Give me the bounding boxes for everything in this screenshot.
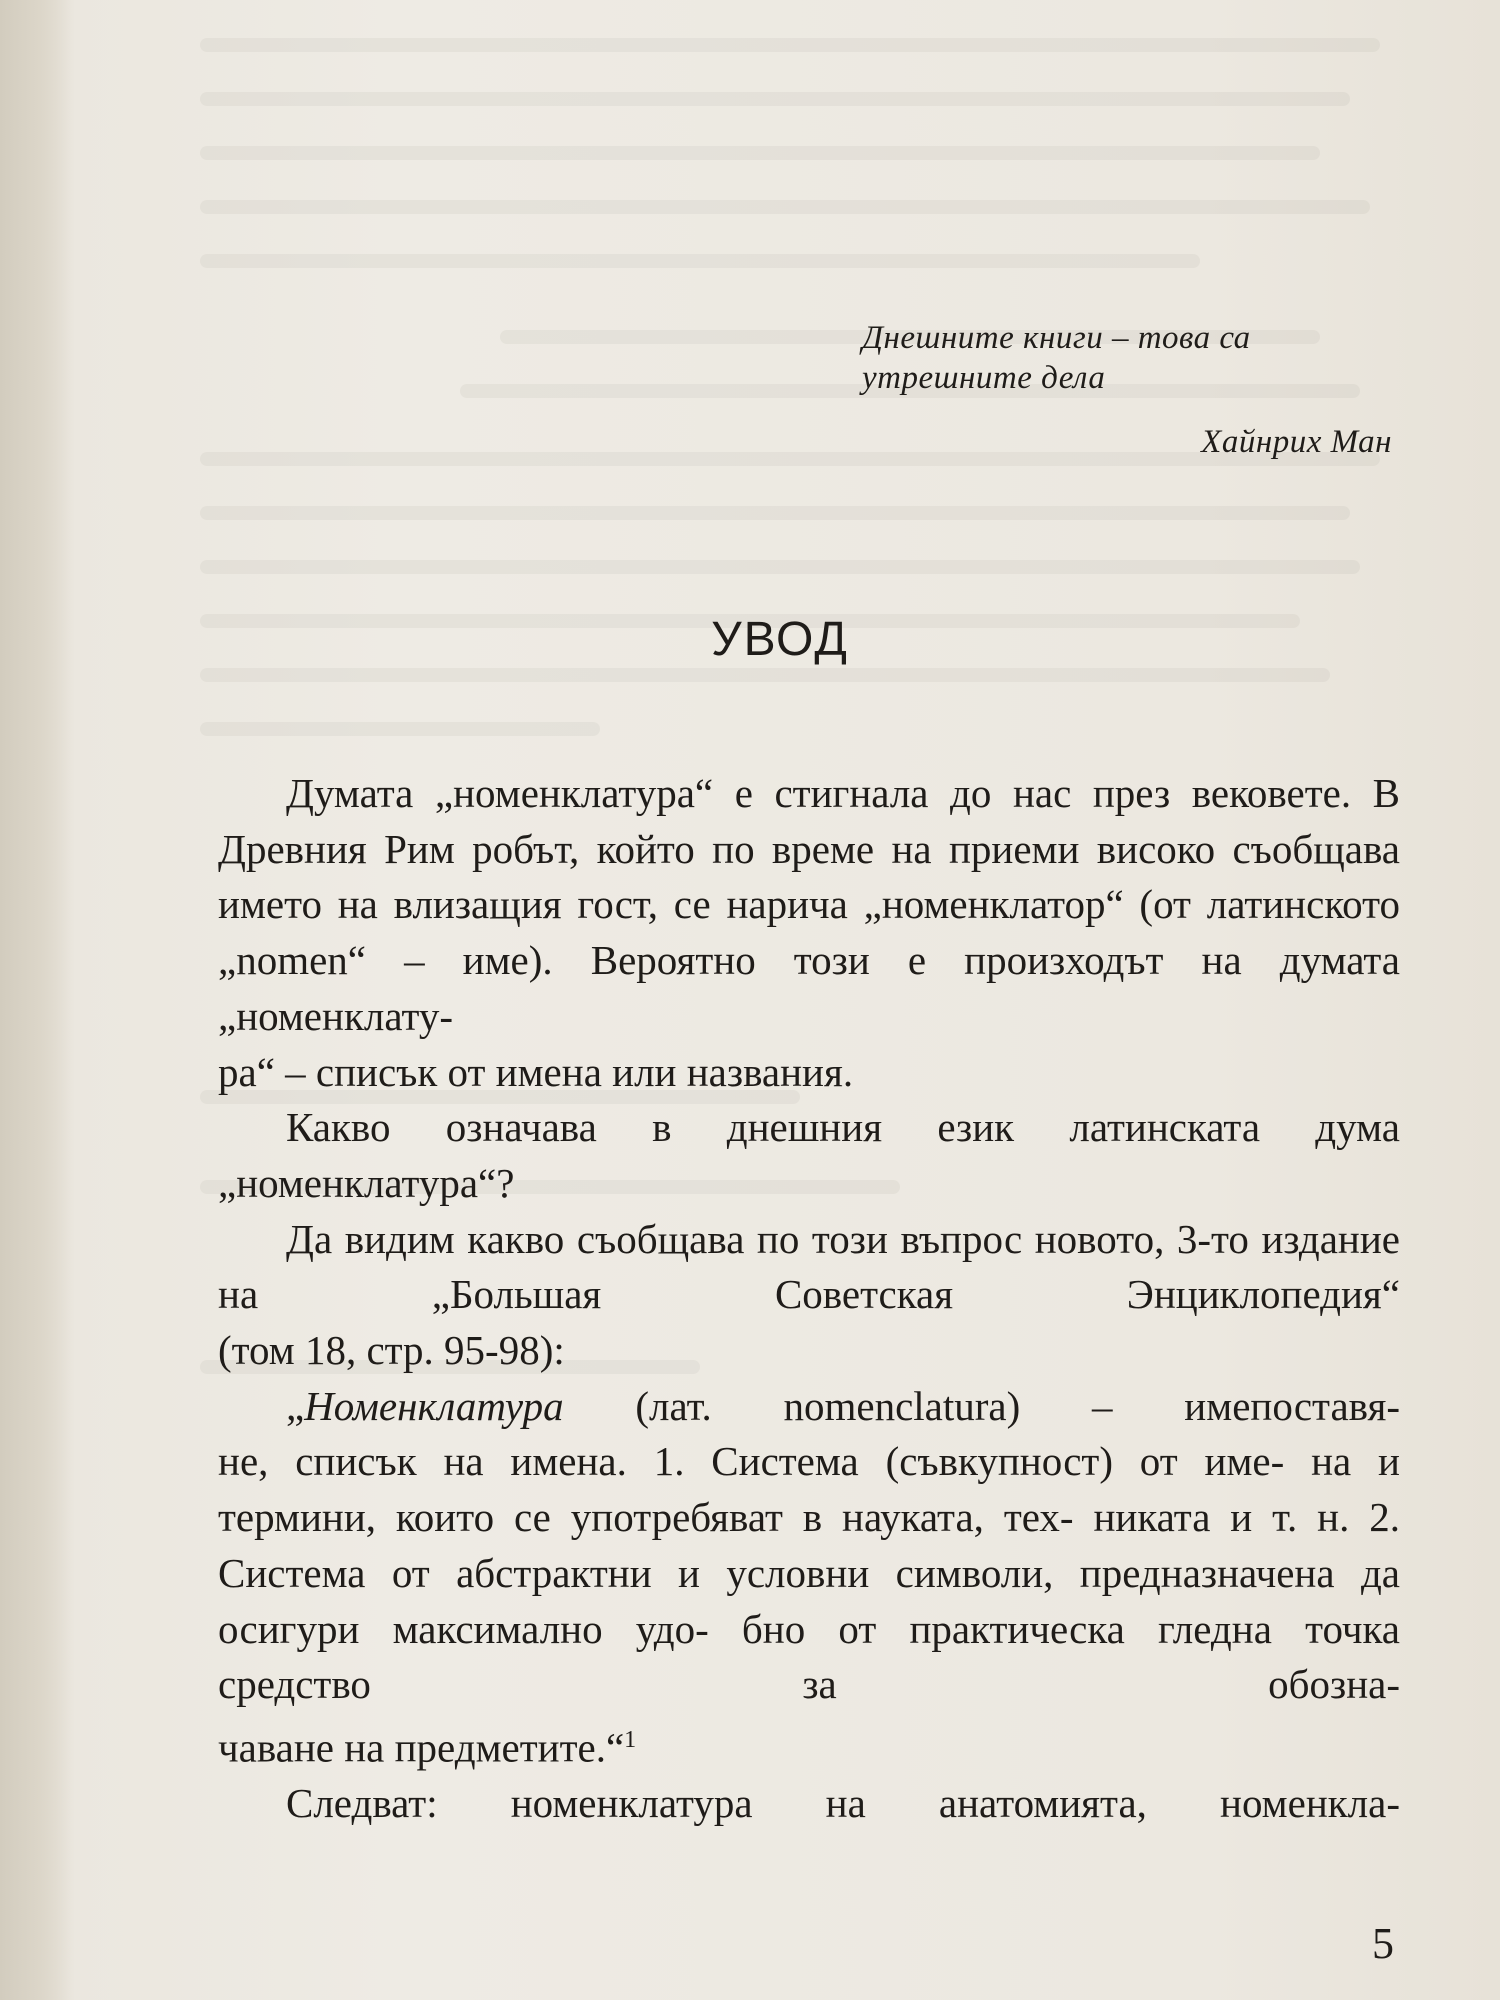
epigraph-line-2: утрешните дела [862, 360, 1106, 396]
text-line: Думата „номенклатура“ е стигнала до нас през [286, 770, 1171, 816]
text-line: нарича „номенклатор“ (от латинското „nomen“ – име). [218, 881, 1400, 984]
footnote-mark: 1 [624, 1726, 637, 1753]
page-number: 5 [1372, 1919, 1394, 1968]
text-line: (лат. nomenclatura) – имепоставя- [563, 1382, 1400, 1429]
paragraph-3 [218, 1212, 1400, 1323]
paragraph-4-cont [218, 1434, 1400, 1713]
term-nomenklatura: Номенклатура [304, 1382, 564, 1429]
paragraph-1-end [218, 1045, 1400, 1101]
epigraph-line-1: Днешните книги – това са [862, 320, 1251, 356]
paragraph-4 [218, 1379, 1400, 1435]
epigraph-author: Хайнрих Ман [1201, 424, 1392, 460]
paragraph-2-end [218, 1156, 1400, 1212]
text-line: чаване на предметите.“ [218, 1724, 625, 1771]
text-line: Да видим какво съобщава по този въпрос новото, [286, 1215, 1165, 1262]
open-quote: „ [286, 1382, 305, 1429]
paragraph-5 [218, 1776, 1400, 1832]
epigraph [862, 318, 1402, 462]
chapter-title: УВОД [711, 613, 849, 666]
text-line: Какво означава в днешния език латинската дума [286, 1104, 1400, 1151]
text-line: „номенклатура“? [218, 1159, 515, 1206]
paragraph-4-end [218, 1713, 1400, 1776]
text-line: (том 18, стр. 95-98): [218, 1327, 565, 1374]
text-line: Вероятно този е произходът на думата „номенклату- [218, 937, 1400, 1039]
page-gutter-shadow [0, 0, 75, 2000]
text-line: ра“ – списък от имена или названия. [218, 1048, 854, 1095]
text-line: Следват: номенклатура на анатомията, номенкла- [286, 1780, 1400, 1827]
text-line: 3-то издание на „Большая Советская Энциклопедия“ [218, 1215, 1400, 1318]
text-line: бно от практическа гледна точка средство за обозна- [218, 1605, 1401, 1708]
text-line: символи, предназначена да осигури максимално удо- [218, 1549, 1401, 1652]
body-text [218, 766, 1400, 1832]
text-line: на и термини, които се употребяват в науката, тех- [218, 1438, 1400, 1541]
text-line: приеми високо съобщава името на влизащия гост, се [218, 825, 1401, 928]
text-line: вековете. В Древния Рим робът, който по време на [218, 770, 1401, 872]
text-line: не, списък на имена. 1. Система (съвкупност) от име- [218, 1438, 1285, 1485]
text-line: никата и т. н. 2. Система от абстрактни и условни [218, 1494, 1401, 1596]
paragraph-1 [218, 766, 1400, 1045]
paragraph-2 [218, 1100, 1400, 1156]
paragraph-3-end [218, 1323, 1400, 1379]
